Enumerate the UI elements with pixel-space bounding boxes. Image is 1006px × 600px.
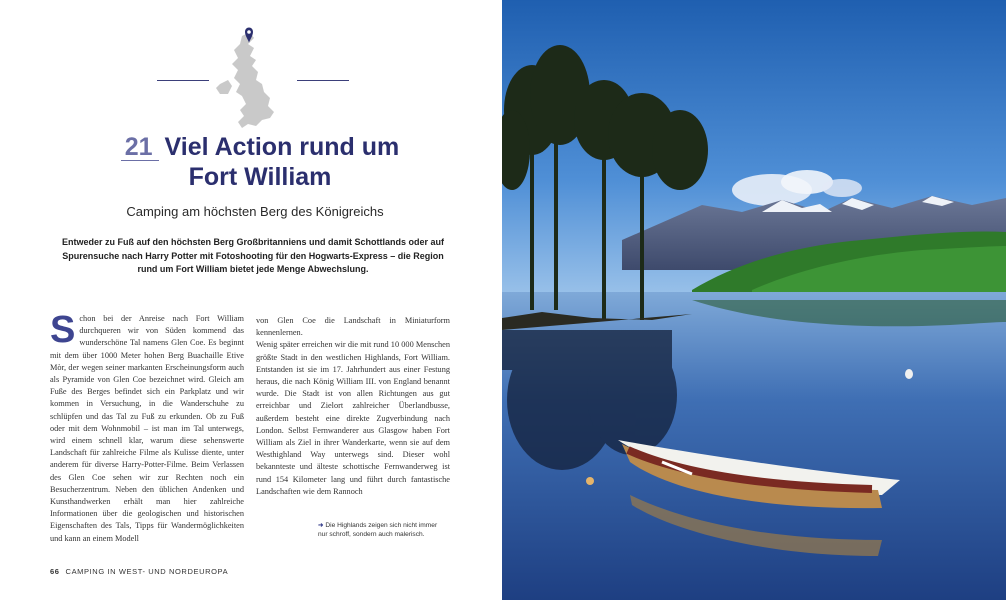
drop-cap: S [50,309,76,351]
header-rule-right [297,80,349,81]
page-footer [50,567,228,576]
title-line-2: Fort William [188,163,332,191]
chapter-number: 21 [121,134,159,161]
left-page [0,0,502,600]
chapter-title [100,132,420,192]
uk-map-icon [212,22,292,132]
title-line-1: Viel Action rund um [164,133,400,161]
intro-paragraph: Entweder zu Fuß auf den höchsten Berg Großbritanniens und damit Schottlands oder auf Spurensuche nach Harry Potter mit Fotoshooting für den Hogwarts-Express – die Region rund um Fort William bietet jede Menge Abwechslung. [61,237,445,274]
photo-caption [318,521,438,539]
caption-text: Die Highlands zeigen sich nicht immer nur schroff, sondern auch malerisch. [318,522,438,538]
loch-landscape-photo [502,0,1006,600]
body-column-1 [50,309,244,545]
subtitle: Camping am höchsten Berg des Königreichs [126,204,384,219]
right-page-photo [502,0,1006,600]
body-paragraph: Wenig später erreichen wir die mit rund 10 000 Menschen größte Stadt in den westlichen Highlands, Fort William. Entstanden ist sie im 17. Jahrhundert aus einer Festung heraus, die nach König William III. von England benannt wurde. Die Stadt ist von allen Richtungen aus gut erreichbar und Zielort zahlreicher Überlandbusse, außerdem besteht eine direkte Zugverbindung nach London. Selbst Fernwanderer aus Glasgow haben Fort William als Ziel in ihrer Wanderkarte, wenn sie auf dem Westhighland Way unterwegs sind. Dieser wohl bekannteste und älteste schottische Fernwanderweg ist rund 154 Kilometer lang und führt durch fantastische Landschaften wie dem Rannoch [256,340,450,496]
section-name: CAMPING IN WEST- UND NORDEUROPA [65,567,229,576]
page-number: 66 [50,567,60,576]
header-rule-left [157,80,209,81]
body-paragraph: chon bei der Anreise nach Fort William durchqueren wir von Süden kommend das wunderschöne Tal namens Glen Coe. Es beginnt mit dem über 1000 Meter hohen Berg Buachaille Etive Mòr, der wegen seiner markanten Erscheinungsform auch als Pyramide von Glen Coe bezeichnet wird. Gleich am Fuße des Berges befindet sich ein Parkplatz und wir kommen in Versuchung, in die Wanderschuhe zu schlüpfen und das Tal zu Fuß zu erkunden. Ob zu Fuß oder mit dem Wohnmobil – ist man im Tal unterwegs, wird einem schnell klar, warum diese sehenswerte Landschaft für zahlreiche Filme als Kulisse diente, unter anderem für diverse Harry-Potter-Filme. Beim Verlassen des Glen Coe sehen wir zur Rechten noch ein Besucherzentrum. Neben den üblichen Andenken und Kunsthandwerken erhält man hier zahlreiche Informationen über die geologischen und historischen Eigenschaften des Tals, Tipps für Wandermöglichkeiten und kann an einem Modell [50,314,244,543]
body-column-2 [256,315,450,498]
arrow-right-icon: ➜ [318,522,324,529]
body-paragraph: von Glen Coe die Landschaft in Miniaturform kennenlernen. [256,316,450,338]
